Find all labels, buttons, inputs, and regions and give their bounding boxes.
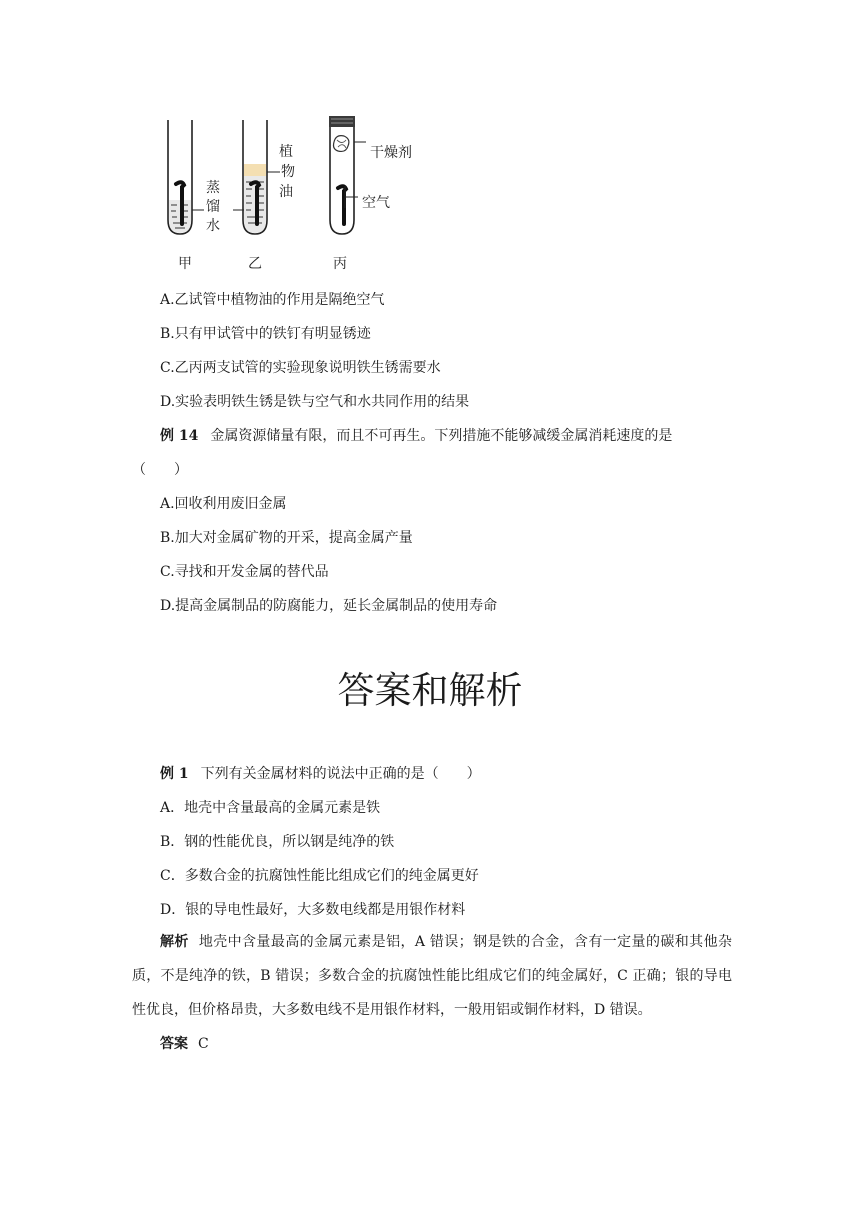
- rust-experiment-figure: [150, 112, 450, 272]
- tube-label-jia: 甲: [178, 256, 192, 272]
- ex1-analysis: [132, 925, 732, 1027]
- tube-label-bing: 丙: [333, 256, 347, 272]
- label-water-1: 蒸: [206, 180, 220, 196]
- q14-label: 例 14: [160, 428, 199, 444]
- q14-option-a: A.回收利用废旧金属: [160, 496, 287, 512]
- ex1-option-a: A．地壳中含量最高的金属元素是铁: [160, 800, 381, 816]
- label-desiccant: 干燥剂: [370, 145, 412, 161]
- label-air: 空气: [362, 195, 390, 211]
- label-oil-3: 油: [279, 184, 293, 200]
- answers-heading: 答案和解析: [337, 669, 523, 712]
- q14-paren: （ ）: [132, 462, 188, 478]
- ex1-answer-label: 答案: [160, 1036, 188, 1052]
- q14-option-b: B.加大对金属矿物的开采，提高金属产量: [160, 530, 413, 546]
- ex1-option-b: B．钢的性能优良，所以钢是纯净的铁: [160, 834, 395, 850]
- test-tube-bing: [329, 116, 366, 234]
- q14-option-d: D.提高金属制品的防腐能力，延长金属制品的使用寿命: [160, 598, 498, 614]
- test-tube-yi: [233, 120, 280, 234]
- ex1-answer-value: C: [198, 1036, 209, 1052]
- q13-option-a: A.乙试管中植物油的作用是隔绝空气: [160, 292, 385, 308]
- q13-option-c: C.乙丙两支试管的实验现象说明铁生锈需要水: [160, 360, 441, 376]
- ex1-label: 例 1: [160, 766, 189, 782]
- label-water-3: 水: [206, 218, 220, 234]
- q14-option-c: C.寻找和开发金属的替代品: [160, 564, 329, 580]
- q14-stem: [160, 426, 672, 446]
- label-oil-1: 植: [279, 144, 293, 160]
- ex1-stem: [160, 764, 481, 784]
- q14-stem-text: 金属资源储量有限，而且不可再生。下列措施不能够减缓金属消耗速度的是: [210, 428, 673, 444]
- q13-option-b: B.只有甲试管中的铁钉有明显锈迹: [160, 326, 371, 342]
- test-tube-jia: [168, 120, 204, 234]
- ex1-analysis-text: 地壳中含量最高的金属元素是铝，A 错误；钢是铁的合金，含有一定量的碳和其他杂质，不是纯净的铁，B 错误；多数合金的抗腐蚀性能比组成它们的纯金属好，C 正确；银的导电性优良，但价格昂贵，大多数电线不是用银作材料，一般用铝或铜作材料，D 错误。: [132, 934, 732, 1018]
- ex1-option-d: D．银的导电性最好，大多数电线都是用银作材料: [160, 902, 466, 918]
- label-oil-2: 物: [281, 164, 295, 180]
- ex1-answer: [160, 1034, 209, 1054]
- q13-option-d: D.实验表明铁生锈是铁与空气和水共同作用的结果: [160, 394, 470, 410]
- ex1-stem-text: 下列有关金属材料的说法中正确的是（ ）: [200, 766, 481, 782]
- ex1-analysis-label: 解析: [160, 934, 189, 950]
- label-water-2: 馏: [206, 199, 220, 215]
- tube-label-yi: 乙: [248, 256, 262, 272]
- ex1-option-c: C．多数合金的抗腐蚀性能比组成它们的纯金属更好: [160, 868, 479, 884]
